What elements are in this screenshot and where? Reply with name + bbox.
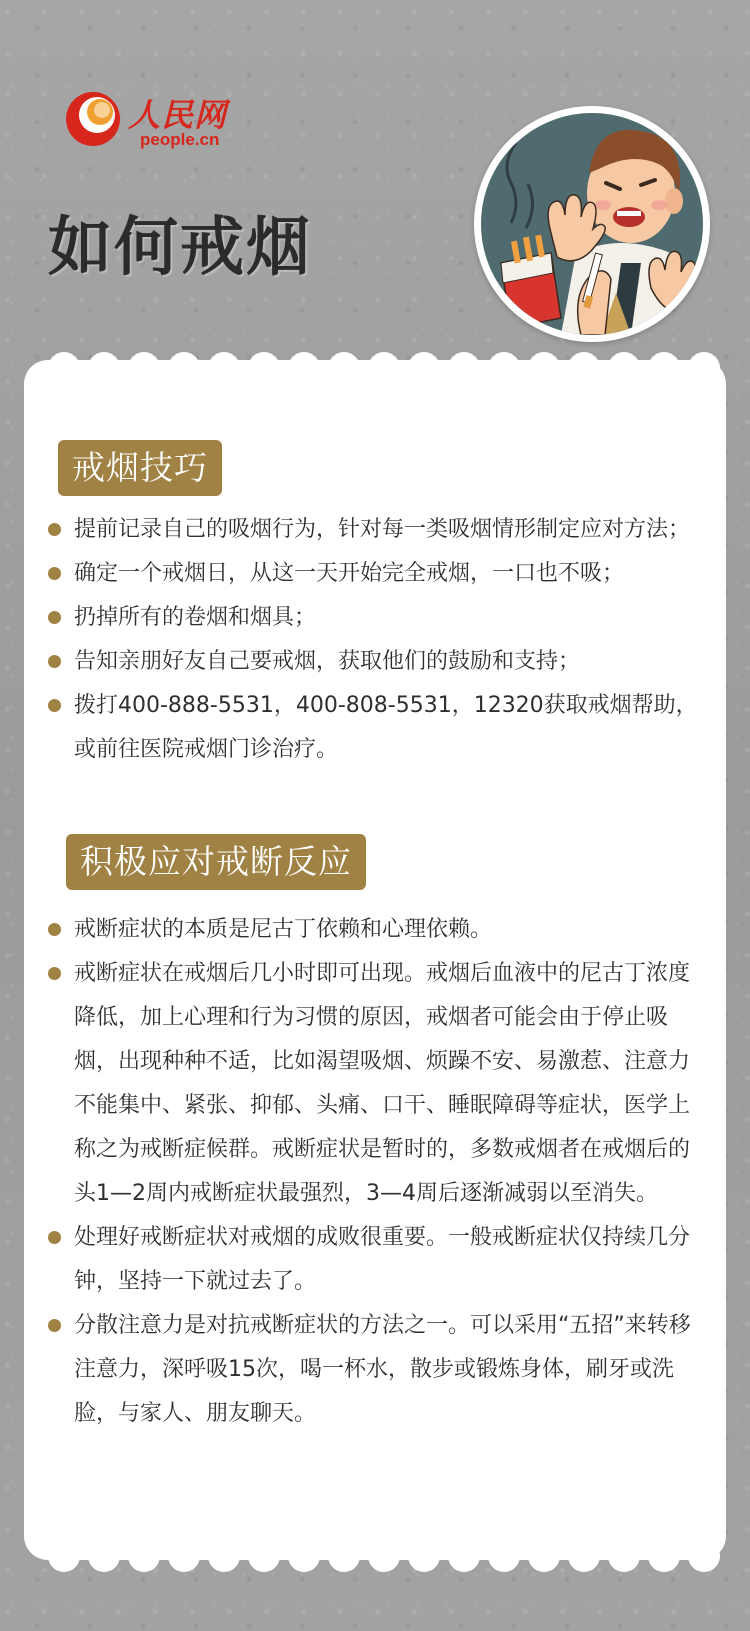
page-title: 如何戒烟	[48, 211, 312, 285]
brand-name-cn: 人民网	[128, 96, 228, 134]
bullet-icon	[48, 967, 61, 980]
quit-tips-list	[48, 508, 698, 772]
bullet-icon	[48, 699, 61, 712]
list-item: 提前记录自己的吸烟行为，针对每一类吸烟情形制定应对方法；	[48, 508, 698, 552]
bullet-icon	[48, 1231, 61, 1244]
bullet-icon	[48, 1319, 61, 1332]
bullet-icon	[48, 523, 61, 536]
withdrawal-list	[48, 908, 698, 1436]
list-item: 处理好戒断症状对戒烟的成败很重要。一般戒断症状仅持续几分钟，坚持一下就过去了。	[48, 1216, 698, 1304]
list-item: 戒断症状的本质是尼古丁依赖和心理依赖。	[48, 908, 698, 952]
section-heading-withdrawal: 积极应对戒断反应	[66, 834, 366, 890]
list-item: 确定一个戒烟日，从这一天开始完全戒烟，一口也不吸；	[48, 552, 698, 596]
card-scallop-bottom	[24, 1542, 726, 1578]
bullet-icon	[48, 655, 61, 668]
brand-name-en: people.cn	[140, 130, 220, 149]
list-item: 分散注意力是对抗戒断症状的方法之一。可以采用“五招”来转移注意力，深呼吸15次，喝一杯水，散步或锻炼身体，刷牙或洗脸，与家人、朋友聊天。	[48, 1304, 698, 1436]
bullet-icon	[48, 567, 61, 580]
bullet-icon	[48, 611, 61, 624]
list-item: 扔掉所有的卷烟和烟具；	[48, 596, 698, 640]
people-logo-icon	[64, 90, 122, 148]
list-item: 告知亲朋好友自己要戒烟，获取他们的鼓励和支持；	[48, 640, 698, 684]
refusing-cigarettes-cartoon-icon	[474, 106, 710, 342]
people-cn-logo	[64, 86, 244, 156]
bullet-icon	[48, 923, 61, 936]
list-item: 拨打400-888-5531，400-808-5531，12320获取戒烟帮助，或前往医院戒烟门诊治疗。	[48, 684, 698, 772]
list-item: 戒断症状在戒烟后几小时即可出现。戒烟后血液中的尼古丁浓度降低，加上心理和行为习惯的原因，戒烟者可能会由于停止吸烟，出现种种不适，比如渴望吸烟、烦躁不安、易激惹、注意力不能集中、紧张、抑郁、头痛、口干、睡眠障碍等症状，医学上称之为戒断症候群。戒断症状是暂时的，多数戒烟者在戒烟后的头1—2周内戒断症状最强烈，3—4周后逐渐减弱以至消失。	[48, 952, 698, 1216]
section-heading-quit-tips: 戒烟技巧	[58, 440, 222, 496]
